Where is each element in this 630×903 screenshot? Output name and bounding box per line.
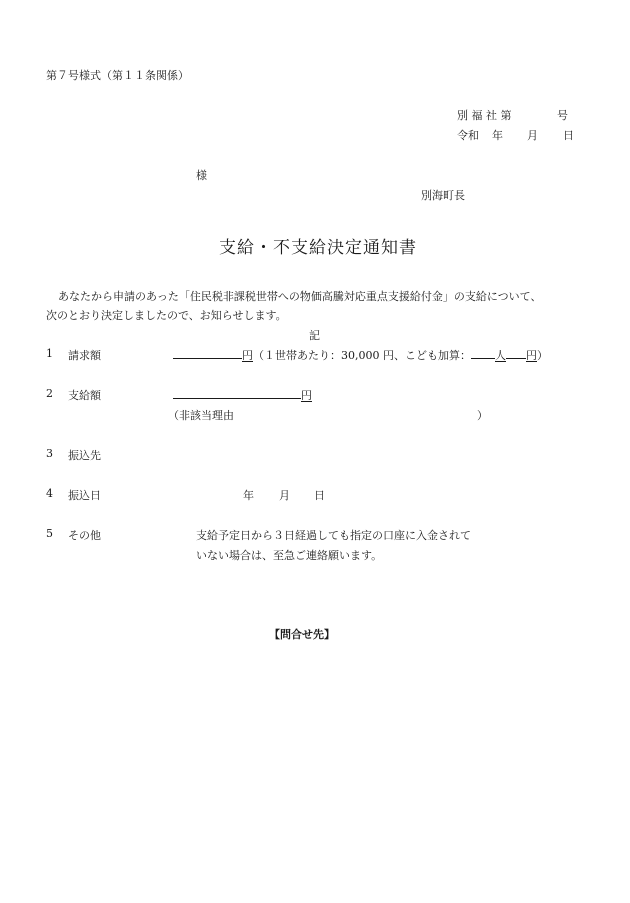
date-month: 月: [527, 129, 538, 142]
item-3-label: 振込先: [68, 449, 101, 462]
date-day: 日: [563, 129, 574, 142]
transfer-date-day: 日: [314, 489, 325, 502]
item-4-number: 4: [46, 487, 53, 500]
non-eligible-reason-open: （非該当理由: [168, 409, 234, 422]
issuer: 別海町長: [421, 189, 465, 202]
claim-amount-field: [173, 347, 548, 363]
form-number: 第７号様式（第１１条関係）: [46, 69, 189, 82]
child-count-blank: [471, 347, 495, 359]
other-note-line-2: いない場合は、至急ご連絡願います。: [196, 549, 383, 562]
item-5-label: その他: [68, 529, 101, 542]
payment-amount-field: [173, 387, 312, 403]
item-2-label: 支給額: [68, 389, 101, 402]
non-eligible-reason-close: ）: [477, 409, 488, 422]
claim-detail-close: ）: [537, 349, 548, 362]
transfer-date-year: 年: [243, 489, 254, 502]
claim-persons: 人: [495, 349, 506, 362]
claim-yen: 円: [242, 349, 253, 362]
date-year: 年: [492, 129, 503, 142]
other-note-line-1: 支給予定日から３日経過しても指定の口座に入金されて: [196, 529, 471, 542]
ki-mark: 記: [309, 329, 320, 342]
item-1-number: 1: [46, 347, 53, 360]
child-amount-blank: [506, 347, 526, 359]
item-4-label: 振込日: [68, 489, 101, 502]
item-1-label: 請求額: [68, 349, 101, 362]
date-era: 令和: [457, 129, 479, 142]
body-line-1: あなたから申請のあった「住民税非課税世帯への物価高騰対応重点支援給付金」の支給について、: [58, 290, 542, 303]
inquiry-heading: 【問合せ先】: [269, 628, 335, 641]
body-line-2: 次のとおり決定しましたので、お知らせします。: [46, 309, 287, 322]
document-number-suffix: 号: [557, 109, 568, 122]
item-2-number: 2: [46, 387, 53, 400]
item-5-number: 5: [46, 527, 53, 540]
item-3-number: 3: [46, 447, 53, 460]
document-number-prefix: 別 福 社 第: [457, 109, 512, 122]
transfer-date-month: 月: [279, 489, 290, 502]
page-title: 支給・不支給決定通知書: [219, 238, 417, 258]
claim-yen-2: 円: [526, 349, 537, 362]
payment-yen: 円: [301, 389, 312, 402]
payment-amount-blank: [173, 387, 301, 399]
claim-detail-prefix: （１世帯あたり：30,000 円、こども加算：: [253, 349, 471, 362]
addressee-suffix: 様: [196, 169, 207, 182]
claim-amount-blank: [173, 347, 242, 359]
